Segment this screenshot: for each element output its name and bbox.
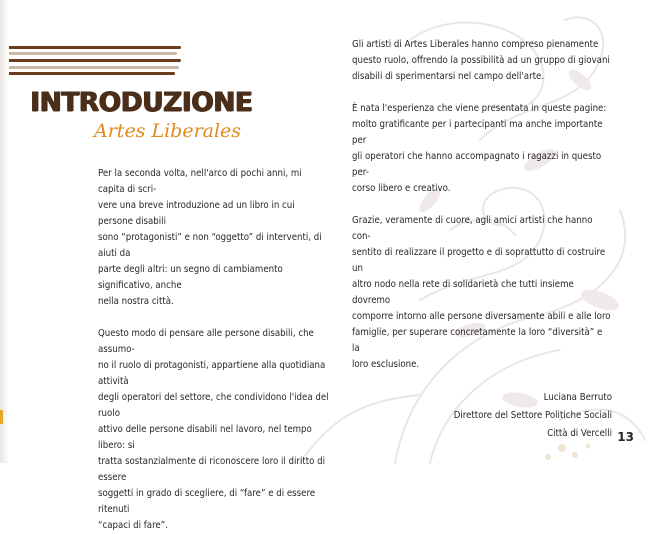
page-subtitle: Artes Liberales xyxy=(94,120,242,142)
right-text-column xyxy=(352,37,612,443)
paragraph: Gli artisti di Artes Liberales hanno compreso pienamente questo ruolo, offrendo la possibilità ad un gruppo di giovani disabili di sperimentarsi nel campo dell'arte. xyxy=(352,39,610,82)
left-text-column xyxy=(98,166,330,534)
paragraph: Questo modo di pensare alle persone disabili, che assumo- no il ruolo di protagonisti, appartiene alla quotidiana attività degli operatori del settore, che condividono l'idea del ruolo attivo delle persone disabili nel lavoro, nel tempo libero: si tratta sostanzialmente di riconoscere loro il diritto di essere soggetti in grado di scegliere, di “fare” e di essere ritenuti “capaci di fare”. xyxy=(98,328,329,531)
signature-block xyxy=(352,389,612,443)
signature-role: Direttore del Settore Politiche Sociali xyxy=(453,410,612,421)
paragraph: È nata l'esperienza che viene presentata in queste pagine: molto gratificante per i partecipanti ma anche importante per gli operatori che hanno accompagnato i ragazzi in questo per- corso libero e creativo. xyxy=(352,103,607,194)
paragraph: Grazie, veramente di cuore, agli amici artisti che hanno con- sentito di realizzare il progetto e di soprattutto di costruire un altro nodo nella rete di solidarietà che tutti insieme dovremo comporre intorno alle persone diversamente abili e alle loro famiglie, per superare concretamente la loro “diversità” e la loro esclusione. xyxy=(352,215,611,370)
paragraph: Per la seconda volta, nell'arco di pochi anni, mi capita di scri- vere una breve introduzione ad un libro in cui persone disabili sono “protagonisti” e non “oggetto” di interventi, di aiuti da parte degli altri: un segno di cambiamento significativo, anche nella nostra città. xyxy=(98,168,322,307)
page-number: 13 xyxy=(617,430,634,444)
signature-organization: Città di Vercelli xyxy=(547,428,612,439)
signature-name: Luciana Berruto xyxy=(543,392,612,403)
page-title: INTRODUZIONE xyxy=(30,87,253,118)
